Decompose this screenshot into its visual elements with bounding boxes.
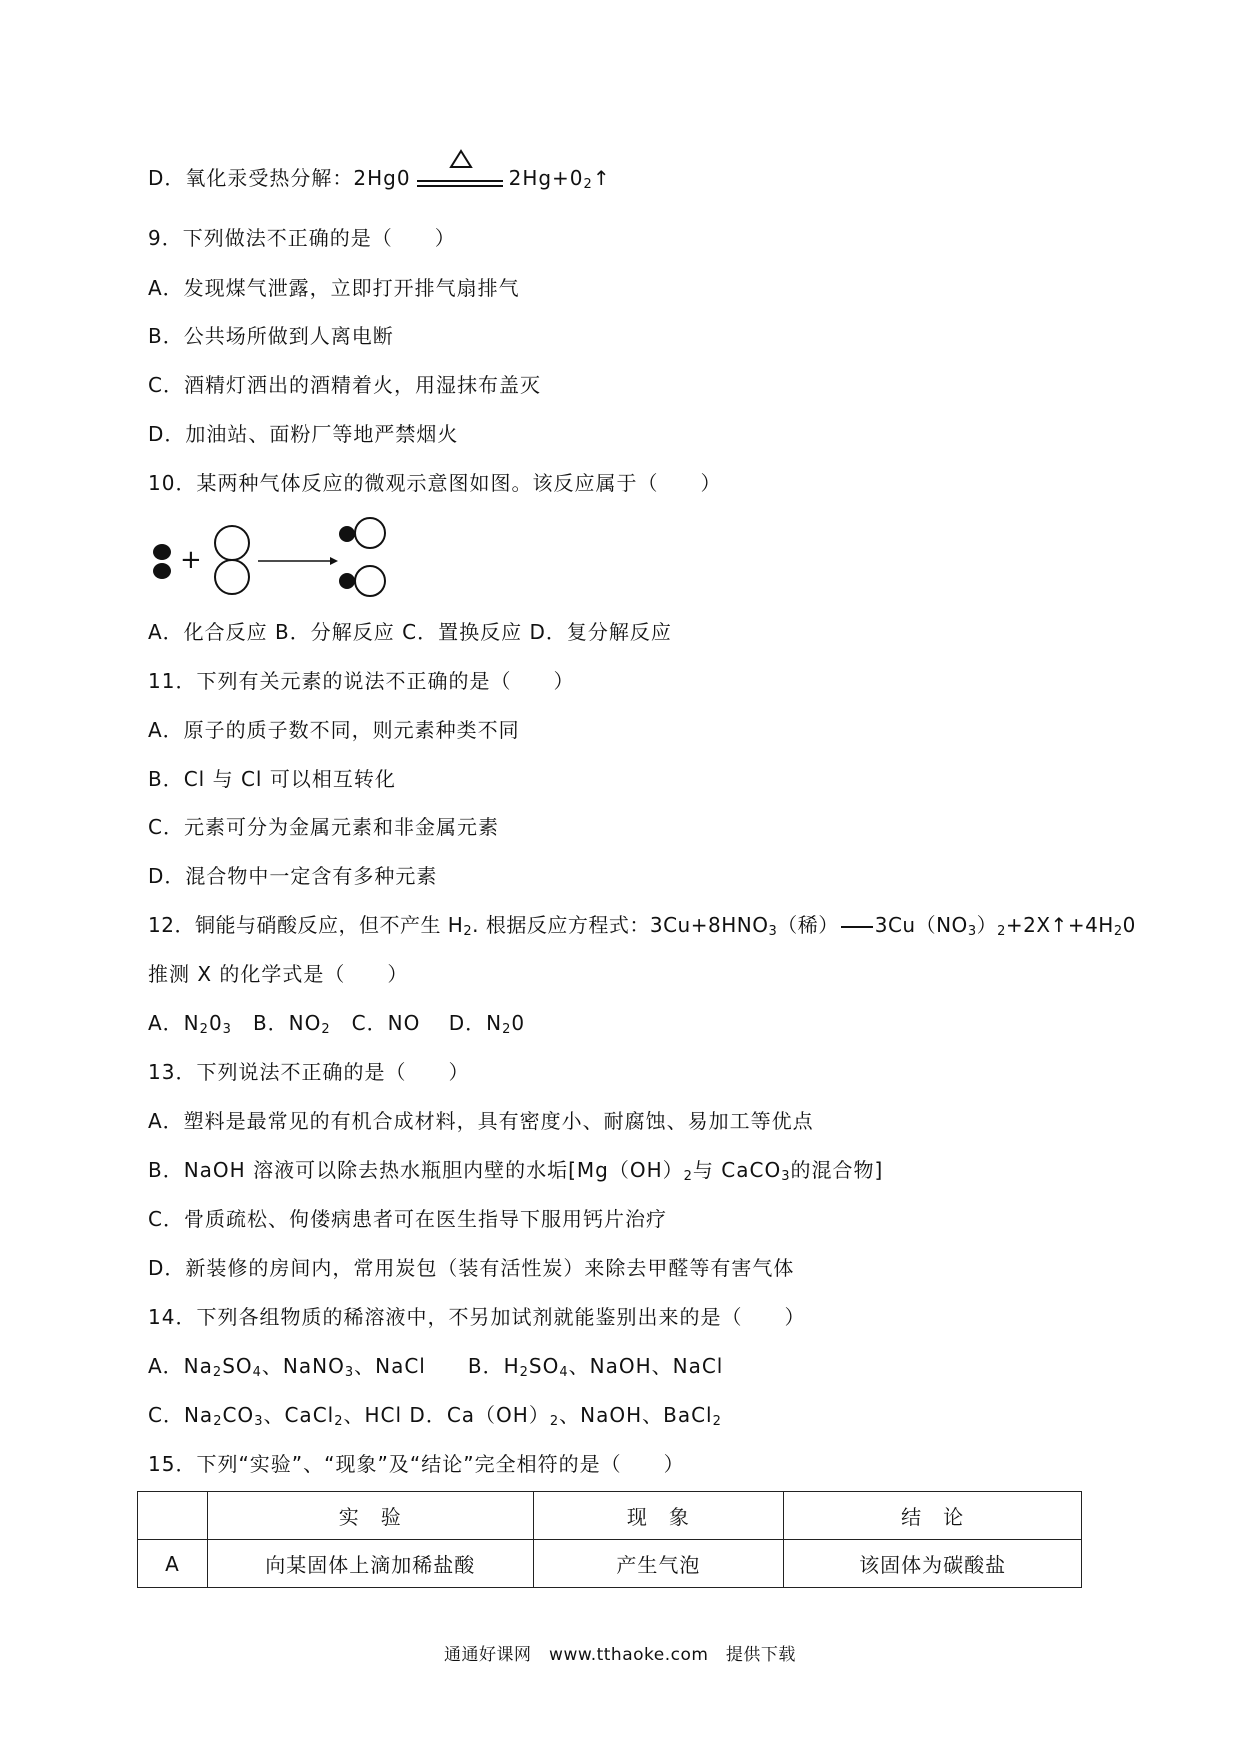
q13-option-c: C．骨质疏松、佝偻病患者可在医生指导下服用钙片治疗	[148, 1207, 667, 1231]
q14-options-ab: A．$Na_2SO_4$、NaNO$_3$、NaCl B．$H_2SO_4$、NaOH、NaCl	[148, 1354, 724, 1380]
q10-stem: 10．某两种气体反应的微观示意图如图。该反应属于（ ）	[148, 471, 722, 495]
experiment-table	[137, 1491, 1082, 1588]
q11-option-c: C．元素可分为金属元素和非金属元素	[148, 815, 499, 839]
q13-option-d: D．新装修的房间内，常用炭包（装有活性炭）来除去甲醛等有害气体	[148, 1256, 795, 1280]
q9-option-a: A．发现煤气泄露，立即打开排气扇排气	[148, 276, 520, 300]
row-conclusion: 该固体为碳酸盐	[784, 1540, 1082, 1588]
q12-stem-line2: 推测 X 的化学式是（ ）	[148, 962, 409, 986]
header-conclusion: 结 论	[784, 1492, 1082, 1540]
q11-option-a: A．原子的质子数不同，则元素种类不同	[148, 718, 520, 742]
q9-option-c: C．酒精灯洒出的酒精着火，用湿抹布盖灭	[148, 373, 541, 397]
q12-options: A．$N_20_3$ B．$NO_2$ C．NO D．$N_20$	[148, 1011, 526, 1037]
product-molecule-2	[339, 566, 385, 596]
q13-option-a: A．塑料是最常见的有机合成材料，具有密度小、耐腐蚀、易加工等优点	[148, 1109, 814, 1133]
q11-option-d: D．混合物中一定含有多种元素	[148, 864, 438, 888]
q10-options: A．化合反应 B．分解反应 C．置换反应 D．复分解反应	[148, 620, 672, 644]
heating-condition-sign	[413, 166, 507, 194]
row-label: A	[138, 1540, 208, 1588]
product-molecule-1	[339, 518, 385, 548]
q15-stem: 15．下列“实验”、“现象”及“结论”完全相符的是（ ）	[148, 1452, 685, 1476]
row-phenomenon: 产生气泡	[533, 1540, 784, 1588]
plus-sign: +	[180, 545, 202, 575]
q9-stem: 9．下列做法不正确的是（ ）	[148, 226, 456, 250]
q12-stem-line1: 12．铜能与硝酸反应，但不产生 $H_2$. 根据反应方程式：$3Cu+8HNO_3$（稀） $3Cu(NO_3)_2+2X↑+4H_20$	[148, 913, 1136, 939]
row-experiment: 向某固体上滴加稀盐酸	[207, 1540, 533, 1588]
q11-stem: 11．下列有关元素的说法不正确的是（ ）	[148, 669, 575, 693]
header-label-cell	[138, 1492, 208, 1540]
q9-option-b: B．公共场所做到人离电断	[148, 324, 394, 348]
reaction-diagram	[148, 514, 448, 604]
q11-option-b: B．Cl 与 Cl 可以相互转化	[148, 767, 396, 791]
table-row	[138, 1540, 1082, 1588]
q14-stem: 14．下列各组物质的稀溶液中，不另加试剂就能鉴别出来的是（ ）	[148, 1305, 806, 1329]
q14-options-cd: C．$Na_2CO_3$、CaCl$_2$、HCl D．$Ca(OH)_2$、NaOH、BaCl$_2$	[148, 1403, 722, 1429]
heat-triangle-icon	[449, 148, 473, 176]
q13-stem: 13．下列说法不正确的是（ ）	[148, 1060, 470, 1084]
header-phenomenon: 现 象	[533, 1492, 784, 1540]
header-experiment: 实 验	[207, 1492, 533, 1540]
reaction-equals-line	[841, 926, 873, 928]
page-footer: 通通好课网 www.tthaoke.com 提供下载	[444, 1645, 796, 1665]
q8-option-d: D．氧化汞受热分解：2Hg0 $2Hg+0_2↑$	[148, 164, 611, 194]
table-header-row	[138, 1492, 1082, 1540]
reaction-arrow	[258, 557, 338, 565]
q8-optd-prefix: D．氧化汞受热分解：2Hg0	[148, 166, 411, 190]
reactant-white-molecule	[215, 526, 249, 594]
q9-option-d: D．加油站、面粉厂等地严禁烟火	[148, 422, 459, 446]
q13-option-b: B．NaOH 溶液可以除去热水瓶胆内壁的水垢[$Mg(OH)_2$与 CaCO$_3$的混合物]	[148, 1158, 884, 1184]
reactant-black-molecule	[153, 544, 171, 579]
